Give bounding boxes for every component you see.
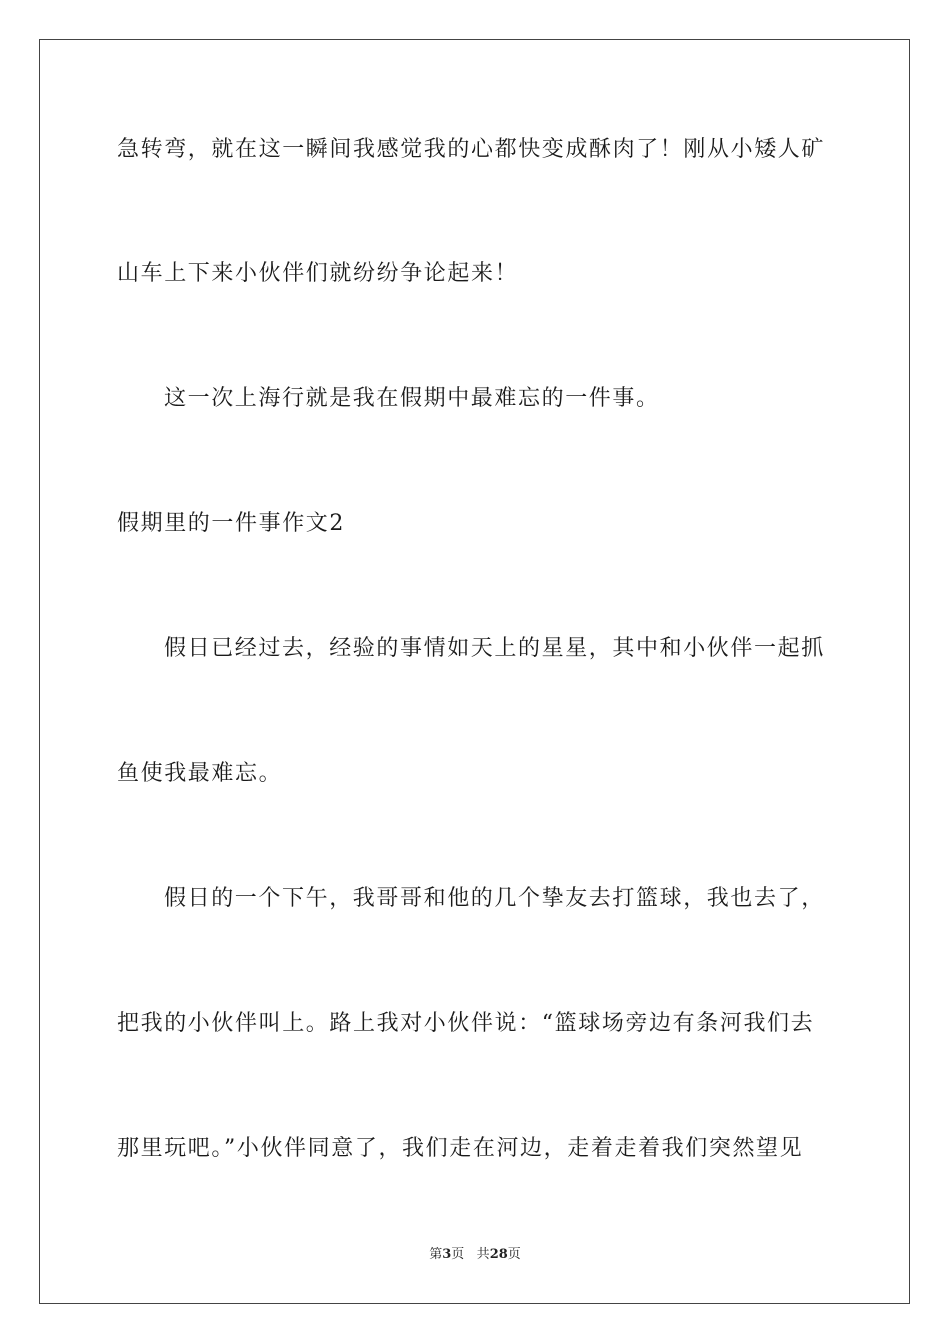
footer-total-prefix: 共 [476,1247,490,1262]
footer-page-suffix: 页 [451,1247,465,1262]
footer-page-number: 3 [442,1247,452,1262]
section-heading: 假期里的一件事作文2 [117,511,345,536]
text-line-9: 那里玩吧。”小伙伴同意了，我们走在河边，走着走着我们突然望见 [117,1136,804,1161]
page-footer [0,1246,950,1264]
text-line-8: 把我的小伙伴叫上。路上我对小伙伴说：“篮球场旁边有条河我们去 [117,1011,815,1036]
page-border [39,39,910,1304]
text-line-6: 鱼使我最难忘。 [117,761,283,786]
text-line-3: 这一次上海行就是我在假期中最难忘的一件事。 [164,386,660,411]
text-line-5: 假日已经过去，经验的事情如天上的星星，其中和小伙伴一起抓 [164,636,825,661]
footer-total-suffix: 页 [507,1247,521,1262]
footer-page-prefix: 第 [429,1247,443,1262]
text-line-2: 山车上下来小伙伴们就纷纷争论起来！ [117,261,519,286]
footer-total-pages: 28 [489,1247,508,1262]
text-line-7: 假日的一个下午，我哥哥和他的几个挚友去打篮球，我也去了， [164,886,825,911]
text-line-1: 急转弯，就在这一瞬间我感觉我的心都快变成酥肉了！刚从小矮人矿 [117,137,826,162]
